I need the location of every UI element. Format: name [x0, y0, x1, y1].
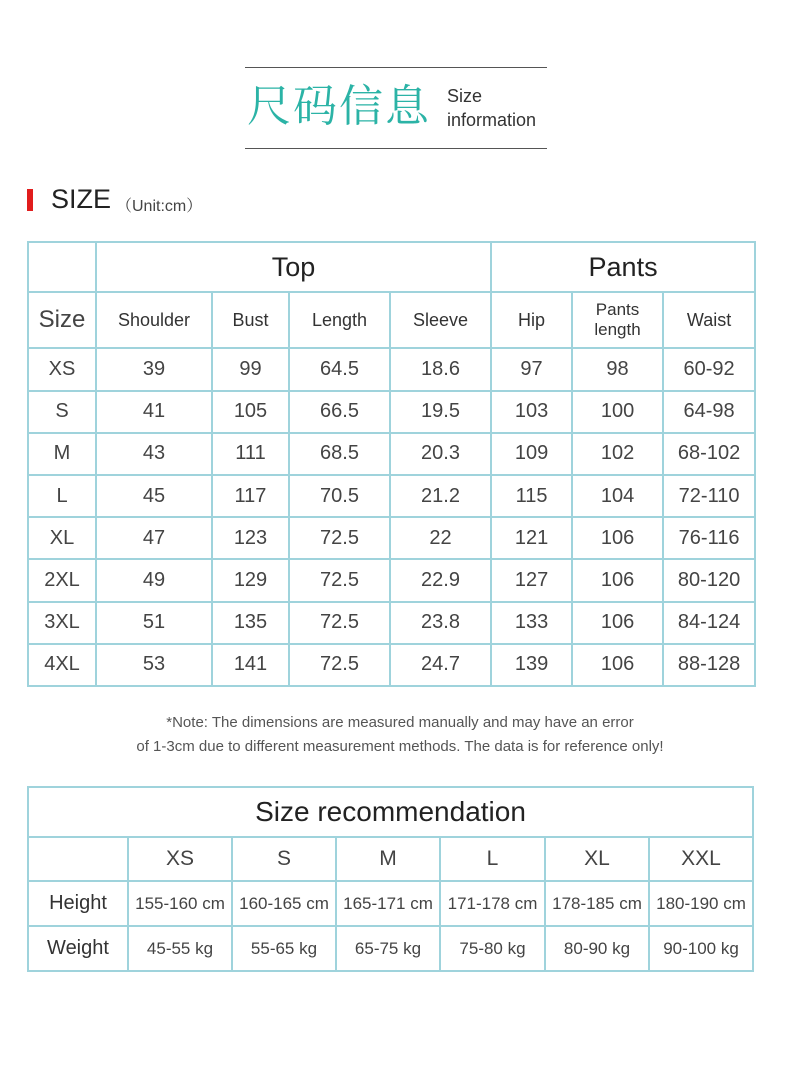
pants-length-header — [572, 292, 663, 348]
pants-length-cell: 102 — [572, 433, 663, 475]
length-cell: 72.5 — [289, 602, 390, 644]
size-cell: 3XL — [28, 602, 96, 644]
sleeve-cell: 18.6 — [390, 348, 491, 390]
weight-label: Weight — [28, 926, 128, 971]
table-row — [28, 602, 755, 644]
hip-cell: 133 — [491, 602, 572, 644]
height-range-cell: 165-171 cm — [336, 881, 440, 926]
size-cell: M — [28, 433, 96, 475]
bust-cell: 141 — [212, 644, 289, 686]
hip-cell: 97 — [491, 348, 572, 390]
sleeve-cell: 20.3 — [390, 433, 491, 475]
pants-length-cell: 98 — [572, 348, 663, 390]
length-cell: 72.5 — [289, 644, 390, 686]
bust-cell: 129 — [212, 559, 289, 601]
weight-range-cell: 45-55 kg — [128, 926, 232, 971]
table-row — [28, 475, 755, 517]
size-column-header: Size — [28, 292, 96, 348]
length-cell: 72.5 — [289, 559, 390, 601]
waist-cell: 80-120 — [663, 559, 755, 601]
height-range-cell: 171-178 cm — [440, 881, 545, 926]
size-cell: XL — [28, 517, 96, 559]
recommended-size-cell: XS — [128, 837, 232, 881]
hip-cell: 103 — [491, 391, 572, 433]
group-header-row — [28, 242, 755, 292]
size-cell: 4XL — [28, 644, 96, 686]
pants-length-cell: 106 — [572, 602, 663, 644]
pants-length-cell: 106 — [572, 517, 663, 559]
table-row — [28, 433, 755, 475]
group-pants: Pants — [491, 242, 755, 292]
note-line1: *Note: The dimensions are measured manually and may have an error — [166, 714, 634, 731]
recommendation-size-row — [28, 837, 753, 881]
waist-cell: 68-102 — [663, 433, 755, 475]
pants-length-cell: 104 — [572, 475, 663, 517]
size-cell: 2XL — [28, 559, 96, 601]
size-recommendation-table — [27, 786, 754, 972]
bust-cell: 99 — [212, 348, 289, 390]
table-row — [28, 391, 755, 433]
size-heading: SIZE — [51, 184, 112, 214]
shoulder-cell: 45 — [96, 475, 212, 517]
weight-range-cell: 80-90 kg — [545, 926, 649, 971]
recommended-size-cell: M — [336, 837, 440, 881]
size-info-header — [245, 67, 547, 149]
height-label: Height — [28, 881, 128, 926]
length-cell: 66.5 — [289, 391, 390, 433]
size-cell: XS — [28, 348, 96, 390]
waist-cell: 64-98 — [663, 391, 755, 433]
sleeve-cell: 19.5 — [390, 391, 491, 433]
pants-length-cell: 106 — [572, 644, 663, 686]
bust-cell: 111 — [212, 433, 289, 475]
size-cell: L — [28, 475, 96, 517]
size-cell: S — [28, 391, 96, 433]
sleeve-cell: 23.8 — [390, 602, 491, 644]
header-subtitle-line1: Size — [447, 86, 483, 106]
height-range-cell: 160-165 cm — [232, 881, 336, 926]
pants-length-header-line2: length — [594, 320, 641, 340]
weight-range-cell: 90-100 kg — [649, 926, 753, 971]
shoulder-cell: 39 — [96, 348, 212, 390]
recommendation-title-row — [28, 787, 753, 837]
height-range-cell: 178-185 cm — [545, 881, 649, 926]
pants-length-header-line1: Pants — [595, 300, 640, 320]
length-cell: 70.5 — [289, 475, 390, 517]
table-row — [28, 559, 755, 601]
shoulder-cell: 43 — [96, 433, 212, 475]
length-cell: 68.5 — [289, 433, 390, 475]
waist-cell: 84-124 — [663, 602, 755, 644]
shoulder-cell: 41 — [96, 391, 212, 433]
pants-length-cell: 106 — [572, 559, 663, 601]
sleeve-cell: 22 — [390, 517, 491, 559]
corner-cell — [28, 242, 96, 292]
size-chart-table — [27, 241, 756, 687]
recommendation-corner-cell — [28, 837, 128, 881]
recommendation-height-row — [28, 881, 753, 926]
table-row — [28, 348, 755, 390]
size-unit-label: （Unit:cm） — [116, 198, 203, 215]
sleeve-cell: 21.2 — [390, 475, 491, 517]
recommendation-weight-row — [28, 926, 753, 971]
shoulder-cell: 47 — [96, 517, 212, 559]
length-cell: 64.5 — [289, 348, 390, 390]
bust-cell: 123 — [212, 517, 289, 559]
sleeve-cell: 22.9 — [390, 559, 491, 601]
hip-cell: 115 — [491, 475, 572, 517]
hip-cell: 127 — [491, 559, 572, 601]
recommended-size-cell: XL — [545, 837, 649, 881]
table-row — [28, 517, 755, 559]
weight-range-cell: 55-65 kg — [232, 926, 336, 971]
bust-cell: 117 — [212, 475, 289, 517]
hip-cell: 109 — [491, 433, 572, 475]
hip-cell: 121 — [491, 517, 572, 559]
section-marker — [27, 189, 33, 211]
recommended-size-cell: L — [440, 837, 545, 881]
group-top: Top — [96, 242, 491, 292]
waist-cell: 88-128 — [663, 644, 755, 686]
waist-cell: 76-116 — [663, 517, 755, 559]
pants-length-cell: 100 — [572, 391, 663, 433]
shoulder-cell: 49 — [96, 559, 212, 601]
sleeve-cell: 24.7 — [390, 644, 491, 686]
recommended-size-cell: XXL — [649, 837, 753, 881]
waist-header: Waist — [663, 292, 755, 348]
hip-header: Hip — [491, 292, 572, 348]
height-range-cell: 155-160 cm — [128, 881, 232, 926]
waist-cell: 60-92 — [663, 348, 755, 390]
length-cell: 72.5 — [289, 517, 390, 559]
measurement-note — [80, 711, 720, 759]
size-rows — [28, 348, 755, 686]
note-line2: of 1-3cm due to different measurement methods. The data is for reference only! — [136, 738, 664, 755]
height-range-cell: 180-190 cm — [649, 881, 753, 926]
column-header-row — [28, 292, 755, 348]
bust-cell: 105 — [212, 391, 289, 433]
shoulder-header: Shoulder — [96, 292, 212, 348]
sleeve-header: Sleeve — [390, 292, 491, 348]
length-header: Length — [289, 292, 390, 348]
weight-range-cell: 65-75 kg — [336, 926, 440, 971]
weight-range-cell: 75-80 kg — [440, 926, 545, 971]
shoulder-cell: 51 — [96, 602, 212, 644]
recommended-size-cell: S — [232, 837, 336, 881]
hip-cell: 139 — [491, 644, 572, 686]
recommendation-title: Size recommendation — [28, 787, 753, 837]
header-subtitle — [447, 84, 536, 132]
bust-cell: 135 — [212, 602, 289, 644]
header-title-cn: 尺码信息 — [247, 81, 431, 132]
table-row — [28, 644, 755, 686]
waist-cell: 72-110 — [663, 475, 755, 517]
shoulder-cell: 53 — [96, 644, 212, 686]
header-subtitle-line2: information — [447, 110, 537, 130]
bust-header: Bust — [212, 292, 289, 348]
